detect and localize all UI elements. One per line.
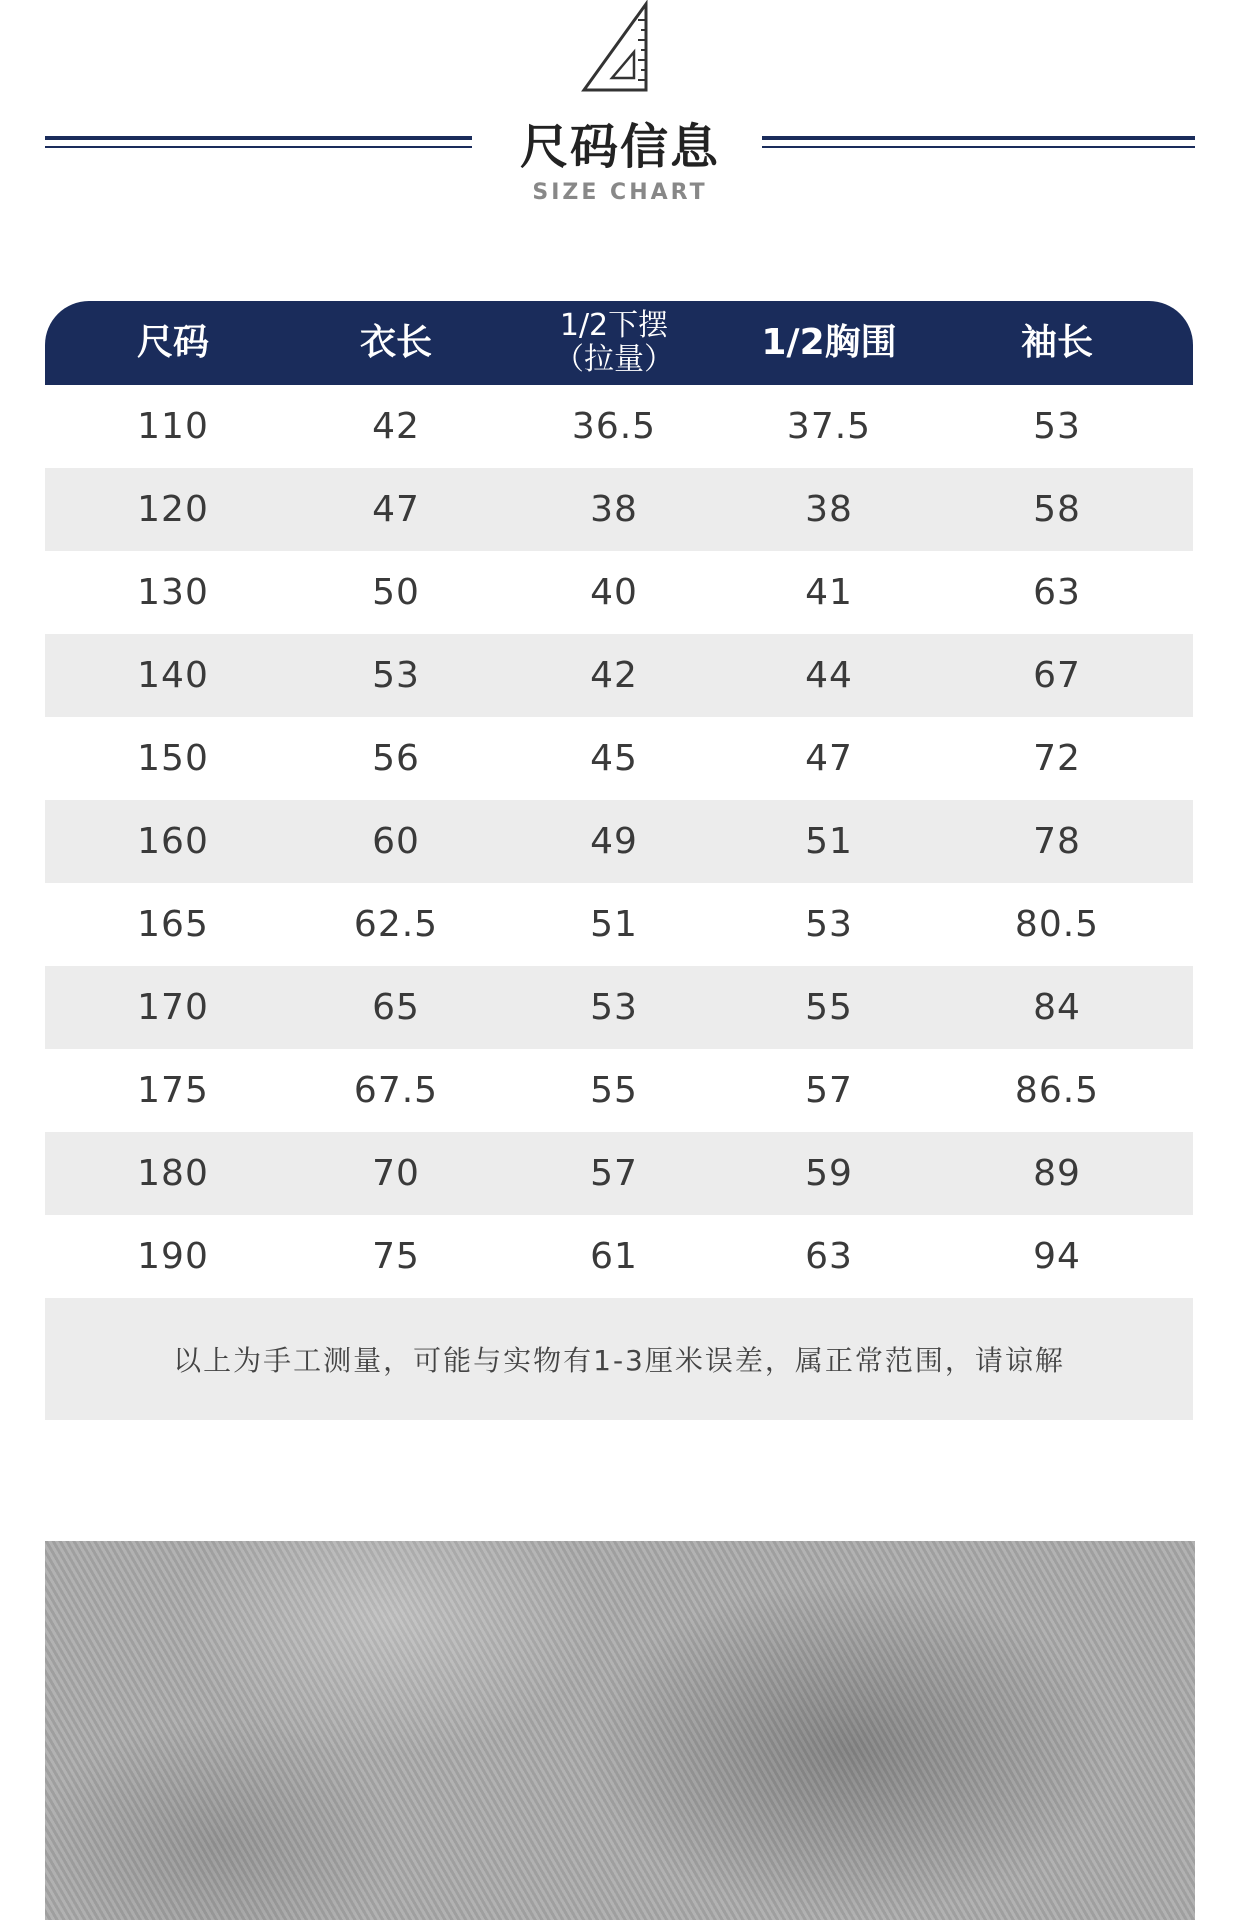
cell-sleeve: 80.5: [1014, 904, 1100, 945]
cell-length: 65: [372, 987, 420, 1028]
cell-sleeve: 89: [1033, 1153, 1081, 1194]
column-header-hem-line1: 1/2下摆: [559, 307, 669, 343]
cell-length: 42: [372, 406, 420, 447]
cell-size: 120: [137, 489, 209, 530]
cell-sleeve: 94: [1033, 1236, 1081, 1277]
cell-size: 190: [137, 1236, 209, 1277]
cell-length: 70: [372, 1153, 420, 1194]
cell-sleeve: 84: [1033, 987, 1081, 1028]
cell-length: 47: [372, 489, 420, 530]
cell-chest: 57: [805, 1070, 853, 1111]
cell-hem: 38: [590, 489, 638, 530]
ruler-icon: [578, 0, 654, 96]
cell-size: 110: [137, 406, 209, 447]
cell-length: 53: [372, 655, 420, 696]
table-row: [45, 966, 1193, 1049]
table-row: [45, 1049, 1193, 1132]
cell-sleeve: 67: [1033, 655, 1081, 696]
cell-size: 150: [137, 738, 209, 779]
cell-hem: 61: [590, 1236, 638, 1277]
column-header-hem-line2: （拉量）: [554, 342, 674, 377]
cell-chest: 44: [805, 655, 853, 696]
column-header-size: 尺码: [136, 322, 209, 363]
measurement-note: 以上为手工测量，可能与实物有1-3厘米误差，属正常范围，请谅解: [45, 1298, 1193, 1420]
cell-chest: 51: [805, 821, 853, 862]
cell-sleeve: 53: [1033, 406, 1081, 447]
cell-chest: 63: [805, 1236, 853, 1277]
cell-size: 175: [137, 1070, 209, 1111]
cell-hem: 55: [590, 1070, 638, 1111]
table-row: [45, 634, 1193, 717]
cell-sleeve: 58: [1033, 489, 1081, 530]
cell-hem: 49: [590, 821, 638, 862]
cell-size: 170: [137, 987, 209, 1028]
column-header-chest: 1/2胸围: [761, 322, 897, 363]
cell-chest: 47: [805, 738, 853, 779]
cell-chest: 41: [805, 572, 853, 613]
cell-sleeve: 86.5: [1014, 1070, 1100, 1111]
cell-size: 160: [137, 821, 209, 862]
cell-sleeve: 63: [1033, 572, 1081, 613]
cell-length: 67.5: [353, 1070, 439, 1111]
table-row: [45, 1215, 1193, 1298]
page-title: 尺码信息: [519, 119, 720, 175]
cell-length: 50: [372, 572, 420, 613]
column-header-hem: [491, 309, 737, 378]
cell-chest: 37.5: [786, 406, 872, 447]
fabric-photo: [45, 1541, 1195, 1920]
table-row: [45, 468, 1193, 551]
cell-sleeve: 72: [1033, 738, 1081, 779]
cell-hem: 42: [590, 655, 638, 696]
table-row: [45, 1132, 1193, 1215]
cell-chest: 59: [805, 1153, 853, 1194]
column-header-length: 衣长: [359, 322, 432, 363]
cell-size: 165: [137, 904, 209, 945]
cell-length: 62.5: [353, 904, 439, 945]
table-row: [45, 883, 1193, 966]
size-table: [45, 301, 1193, 1420]
cell-hem: 45: [590, 738, 638, 779]
table-row: [45, 385, 1193, 468]
page-subtitle: SIZE CHART: [532, 180, 708, 205]
cell-sleeve: 78: [1033, 821, 1081, 862]
cell-hem: 53: [590, 987, 638, 1028]
cell-size: 180: [137, 1153, 209, 1194]
cell-chest: 53: [805, 904, 853, 945]
table-row: [45, 551, 1193, 634]
cell-size: 130: [137, 572, 209, 613]
cell-hem: 57: [590, 1153, 638, 1194]
cell-chest: 55: [805, 987, 853, 1028]
cell-length: 60: [372, 821, 420, 862]
table-row: [45, 800, 1193, 883]
table-header: [45, 301, 1193, 385]
cell-chest: 38: [805, 489, 853, 530]
cell-size: 140: [137, 655, 209, 696]
cell-length: 75: [372, 1236, 420, 1277]
cell-length: 56: [372, 738, 420, 779]
table-row: [45, 717, 1193, 800]
column-header-sleeve: 袖长: [1020, 322, 1093, 363]
cell-hem: 51: [590, 904, 638, 945]
cell-hem: 36.5: [571, 406, 657, 447]
cell-hem: 40: [590, 572, 638, 613]
